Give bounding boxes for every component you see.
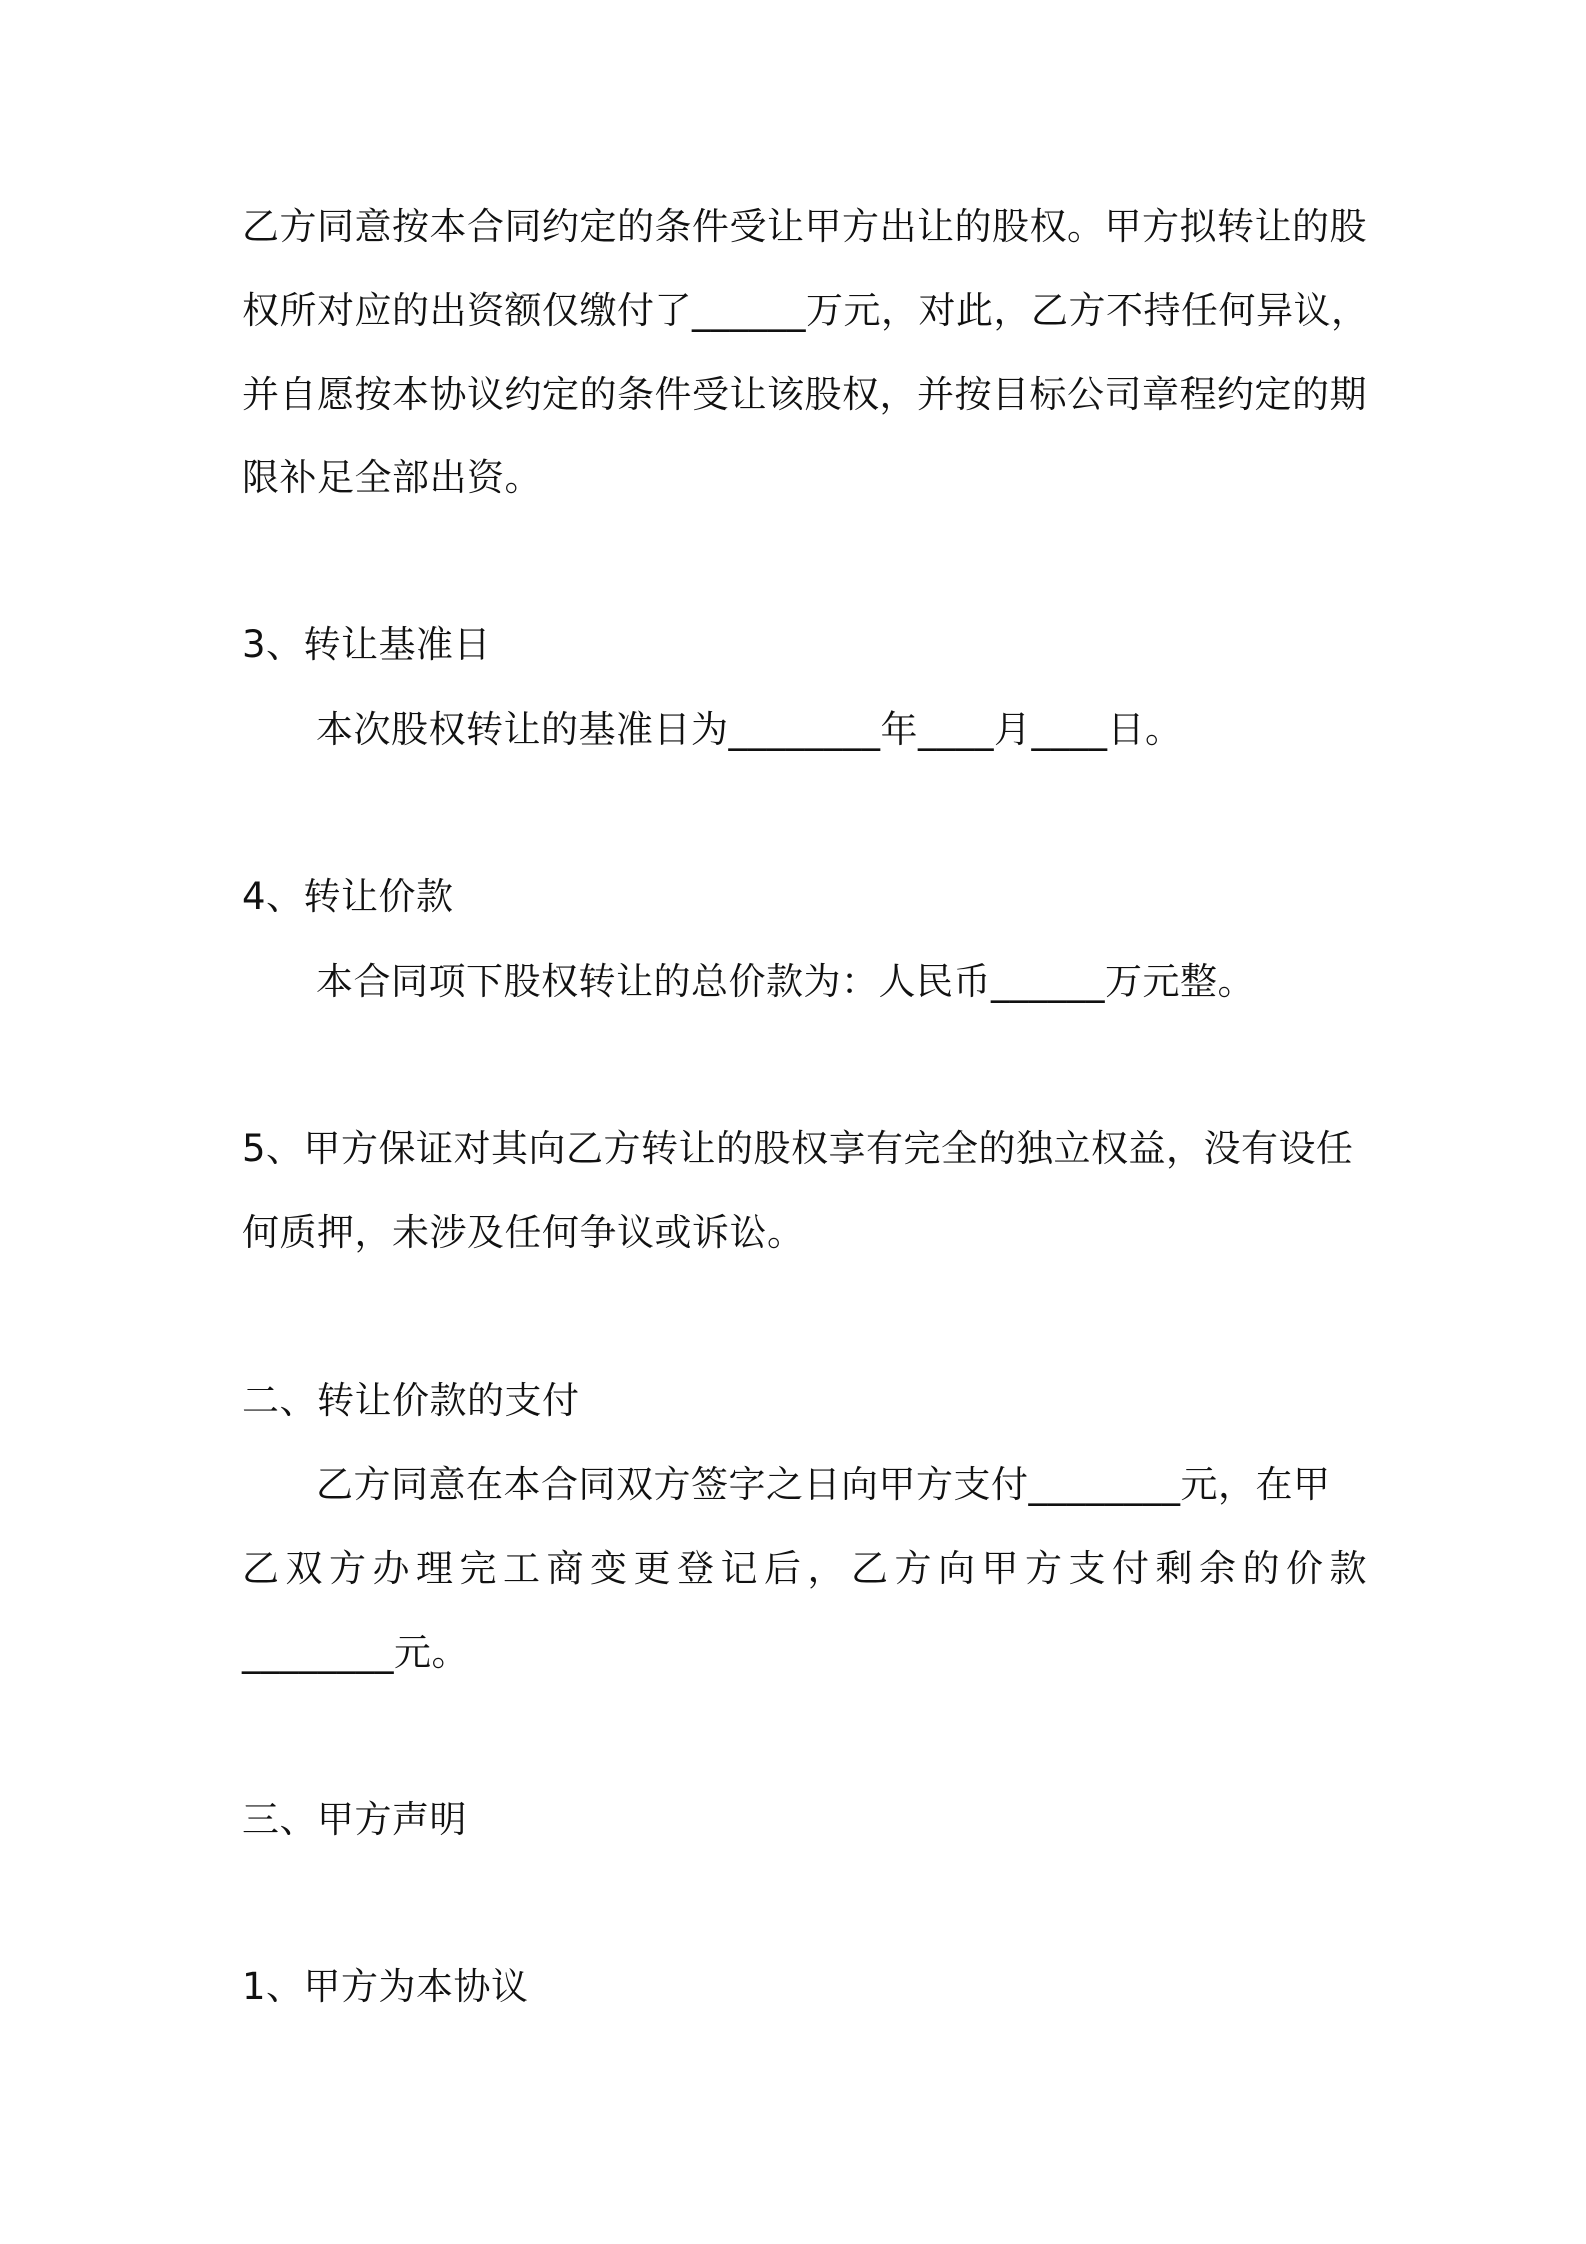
- text-line-4: 限补足全部出资。: [242, 456, 542, 499]
- text-line-3: 并自愿按本协议约定的条件受让该股权，并按目标公司章程约定的期: [242, 373, 1367, 416]
- text-line-1: 乙方同意按本合同约定的条件受让甲方出让的股权。甲方拟转让的股: [242, 205, 1367, 248]
- payment-line-2: 乙双方办理完工商变更登记后，乙方向甲方支付剩余的价款: [242, 1547, 1373, 1590]
- section-heading-base-date: 3、转让基准日: [242, 623, 492, 666]
- statement-item-1: 1、甲方为本协议: [242, 1965, 529, 2008]
- section-heading-statement: 三、甲方声明: [242, 1798, 467, 1841]
- warranty-line-2: 何质押，未涉及任何争议或诉讼。: [242, 1211, 805, 1254]
- section-heading-price: 4、转让价款: [242, 875, 454, 918]
- base-date-text: 本次股权转让的基准日为________年____月____日。: [316, 708, 1183, 751]
- price-text: 本合同项下股权转让的总价款为：人民币______万元整。: [316, 960, 1255, 1003]
- payment-line-1: 乙方同意在本合同双方签字之日向甲方支付________元，在甲: [316, 1463, 1331, 1506]
- section-heading-payment: 二、转让价款的支付: [242, 1379, 580, 1422]
- text-line-2: 权所对应的出资额仅缴付了______万元，对此，乙方不持任何异议，: [242, 289, 1369, 332]
- payment-line-3: ________元。: [242, 1631, 469, 1674]
- warranty-line-1: 5、甲方保证对其向乙方转让的股权享有完全的独立权益，没有设任: [242, 1127, 1354, 1170]
